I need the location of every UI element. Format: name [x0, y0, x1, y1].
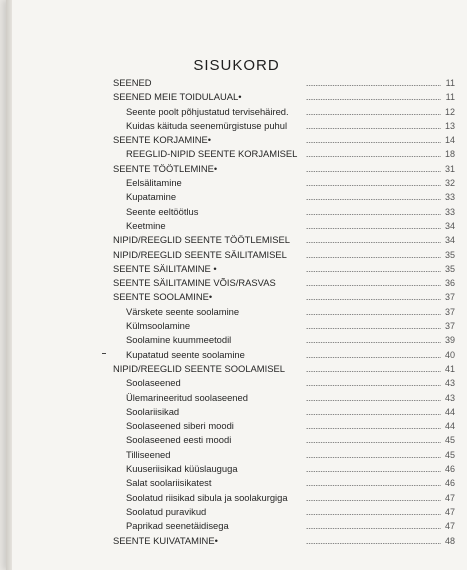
toc-dot-leader — [306, 285, 441, 286]
toc-entry-page: 47 — [444, 506, 455, 517]
toc-entry — [113, 362, 463, 376]
toc-entry-label: Soolariisikad — [126, 405, 180, 417]
toc-entry — [113, 290, 463, 304]
toc-entry — [113, 176, 463, 190]
toc-entry-label: Soolaseened eesti moodi — [126, 434, 232, 446]
toc-entry-page: 33 — [444, 206, 455, 217]
toc-entry-label: NIPID/REEGLID SEENTE SOOLAMISEL — [113, 362, 285, 374]
toc-entry — [113, 348, 463, 362]
toc-dot-leader — [306, 514, 441, 515]
toc-dot-leader — [306, 543, 441, 544]
toc-entry-page: 43 — [444, 392, 455, 403]
toc-entry-page: 39 — [444, 335, 455, 346]
toc-entry-label: SEENTE KUIVATAMINE• — [113, 534, 218, 546]
toc-entry-page: 14 — [444, 135, 455, 146]
toc-entry — [113, 76, 463, 90]
toc-entry-page: 37 — [444, 292, 455, 303]
toc-entry-label: Soolatud puravikud — [126, 505, 207, 517]
toc-entry — [113, 534, 463, 548]
toc-entry-page: 12 — [444, 106, 455, 117]
toc-entry-page: 37 — [444, 321, 455, 332]
toc-dot-leader — [306, 128, 441, 129]
toc-list — [113, 76, 463, 548]
toc-entry-page: 45 — [444, 435, 455, 446]
toc-entry-label: Soolatud riisikad sibula ja soolakurgiga — [126, 491, 288, 503]
toc-entry-label: NIPID/REEGLID SEENTE TÖÖTLEMISEL — [113, 234, 290, 246]
toc-entry-label: Ülemarineeritud soolaseened — [126, 391, 248, 403]
toc-entry-page: 33 — [444, 192, 455, 203]
toc-entry — [113, 376, 463, 390]
toc-entry-label: NIPID/REEGLID SEENTE SÄILITAMISEL — [113, 248, 287, 260]
toc-entry-label: Keetmine — [126, 219, 166, 231]
toc-entry — [113, 262, 463, 276]
toc-entry — [113, 133, 463, 147]
toc-entry-label: SEENTE KORJAMINE• — [113, 134, 212, 146]
toc-entry-label: Seente eeltöötlus — [126, 205, 199, 217]
toc-entry-label: Salat soolariisikatest — [126, 477, 212, 489]
toc-entry — [113, 233, 463, 247]
toc-dot-leader — [306, 428, 441, 429]
toc-entry-page: 44 — [444, 406, 455, 417]
toc-entry — [113, 190, 463, 204]
toc-entry-label: Värskete seente soolamine — [126, 305, 240, 317]
toc-entry — [113, 162, 463, 176]
toc-entry-page: 45 — [444, 449, 455, 460]
toc-entry-label: Kuuseriisikad küüslauguga — [126, 463, 238, 475]
toc-entry-page: 37 — [444, 306, 455, 317]
toc-dot-leader — [306, 314, 441, 315]
toc-entry-label: SEENTE SÄILITAMINE • — [113, 262, 217, 274]
toc-entry-label: Kuidas käituda seenemürgistuse puhul — [126, 119, 288, 131]
toc-entry-label: SEENED MEIE TOIDULAUAL• — [113, 91, 242, 103]
side-dash-mark — [102, 353, 106, 354]
toc-entry-label: Soolamine kuummeetodil — [126, 334, 232, 346]
toc-entry-label: Paprikad seenetäidisega — [126, 520, 229, 532]
toc-entry — [113, 491, 463, 505]
toc-entry-page: 46 — [444, 464, 455, 475]
toc-dot-leader — [306, 342, 441, 343]
toc-entry-page: 41 — [444, 363, 455, 374]
toc-entry — [113, 519, 463, 533]
toc-entry-page: 35 — [444, 263, 455, 274]
toc-entry-label: SEENED — [113, 77, 152, 88]
toc-entry-label: Külmsoolamine — [126, 320, 191, 332]
toc-entry — [113, 333, 463, 347]
page-spine — [6, 0, 12, 570]
toc-entry — [113, 276, 463, 290]
toc-entry-page: 34 — [444, 235, 455, 246]
toc-dot-leader — [306, 371, 441, 372]
toc-title: SISUKORD — [193, 57, 280, 74]
toc-dot-leader — [306, 199, 441, 200]
toc-entry-page: 47 — [444, 492, 455, 503]
toc-entry — [113, 448, 463, 462]
toc-entry — [113, 391, 463, 405]
toc-dot-leader — [306, 500, 441, 501]
toc-dot-leader — [306, 228, 441, 229]
toc-dot-leader — [306, 414, 441, 415]
toc-entry — [113, 462, 463, 476]
toc-entry-label: REEGLID-NIPID SEENTE KORJAMISEL — [126, 148, 298, 160]
toc-dot-leader — [306, 457, 441, 458]
toc-entry-label: Kupatatud seente soolamine — [126, 348, 245, 360]
toc-entry — [113, 405, 463, 419]
toc-entry — [113, 248, 463, 262]
toc-entry-label: SEENTE TÖÖTLEMINE• — [113, 162, 218, 174]
toc-dot-leader — [306, 299, 441, 300]
toc-dot-leader — [306, 99, 441, 100]
toc-dot-leader — [306, 271, 441, 272]
toc-entry-page: 11 — [445, 78, 455, 88]
toc-entry — [113, 419, 463, 433]
toc-dot-leader — [306, 257, 441, 258]
toc-entry — [113, 119, 463, 133]
toc-entry-label: Eelsälitamine — [126, 177, 182, 189]
toc-entry — [113, 219, 463, 233]
toc-entry — [113, 305, 463, 319]
toc-dot-leader — [306, 442, 441, 443]
toc-dot-leader — [306, 156, 441, 157]
toc-entry-page: 44 — [444, 421, 455, 432]
toc-dot-leader — [306, 242, 441, 243]
toc-entry — [113, 90, 463, 104]
toc-entry-page: 13 — [444, 120, 455, 131]
toc-entry-page: 32 — [444, 178, 455, 189]
toc-dot-leader — [306, 114, 441, 115]
toc-entry — [113, 105, 463, 119]
toc-dot-leader — [306, 185, 441, 186]
toc-entry — [113, 319, 463, 333]
toc-entry — [113, 147, 463, 161]
toc-entry-label: SEENTE SOOLAMINE• — [113, 291, 213, 303]
toc-entry-label: Kupatamine — [126, 191, 177, 203]
toc-entry-label: Tilliseened — [126, 448, 171, 460]
toc-entry-page: 36 — [444, 278, 455, 289]
toc-entry — [113, 433, 463, 447]
toc-page — [6, 0, 467, 570]
toc-entry-page: 46 — [444, 478, 455, 489]
toc-entry — [113, 205, 463, 219]
toc-entry-label: SEENTE SÄILITAMINE VÕIS/RASVAS — [113, 277, 276, 289]
toc-dot-leader — [306, 471, 441, 472]
toc-entry — [113, 476, 463, 490]
toc-entry-page: 34 — [444, 220, 455, 231]
toc-entry-page: 47 — [444, 521, 455, 532]
toc-dot-leader — [306, 385, 441, 386]
toc-entry-page: 48 — [444, 535, 455, 546]
toc-entry-page: 35 — [444, 249, 455, 260]
toc-entry-label: Seente poolt põhjustatud tervisehäired. — [126, 105, 289, 117]
toc-entry-page: 40 — [444, 349, 455, 360]
toc-dot-leader — [306, 214, 441, 215]
toc-dot-leader — [306, 171, 441, 172]
toc-entry — [113, 505, 463, 519]
toc-dot-leader — [306, 328, 441, 329]
toc-dot-leader — [306, 485, 441, 486]
toc-entry-page: 31 — [444, 163, 455, 174]
toc-dot-leader — [306, 400, 441, 401]
toc-entry-label: Soolaseened — [126, 377, 181, 389]
toc-dot-leader — [306, 528, 441, 529]
toc-dot-leader — [306, 85, 441, 86]
toc-entry-page: 43 — [444, 378, 455, 389]
toc-dot-leader — [306, 142, 441, 143]
toc-entry-page: 11 — [445, 92, 455, 103]
toc-entry-page: 18 — [444, 149, 455, 160]
toc-dot-leader — [306, 357, 441, 358]
toc-entry-label: Soolaseened siberi moodi — [126, 420, 234, 432]
